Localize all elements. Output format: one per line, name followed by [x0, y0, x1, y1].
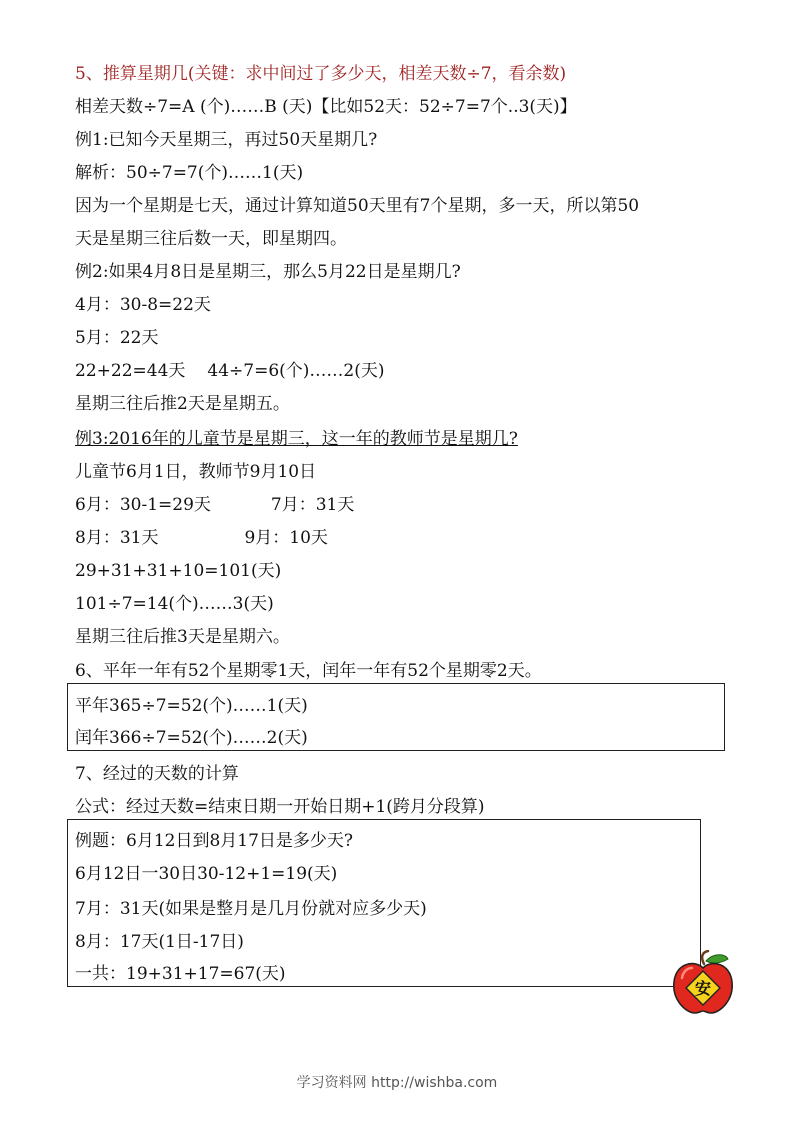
stamp-character: 安	[694, 979, 712, 998]
example-line-2: 7月：31天(如果是整月是几月份就对应多少天)	[75, 899, 427, 919]
example-1-answer: 解析：50÷7=7(个)……1(天)	[75, 163, 304, 183]
section-5-formula: 相差天数÷7=A (个)……B (天)【比如52天：52÷7=7个..3(天)】	[75, 97, 577, 117]
example-question: 例题：6月12日到8月17日是多少天?	[75, 831, 354, 851]
example-2-line-1: 4月：30-8=22天	[75, 295, 211, 315]
example-2-division: 44÷7=6(个)……2(天)	[207, 361, 385, 381]
section-5-title: 5、推算星期几(关键：求中间过了多少天，相差天数÷7，看余数)	[75, 64, 567, 84]
example-3-line-1: 儿童节6月1日，教师节9月10日	[75, 462, 317, 482]
leap-year-line: 闰年366÷7=52(个)……2(天)	[75, 728, 308, 748]
example-line-3: 8月：17天(1日-17日)	[75, 932, 244, 952]
example-1-question: 例1:已知今天星期三，再过50天星期几?	[75, 130, 378, 150]
example-2-sum: 22+22=44天	[75, 361, 186, 381]
example-1-explanation-line-2: 天是星期三往后数一天，即星期四。	[75, 229, 347, 249]
example-total: 一共：19+31+17=67(天)	[75, 964, 286, 984]
section-7-title: 7、经过的天数的计算	[75, 764, 239, 784]
example-2-line-2: 5月：22天	[75, 328, 159, 348]
apple-stamp-icon	[670, 950, 736, 1016]
example-3-line-4: 29+31+31+10=101(天)	[75, 561, 282, 581]
august-days: 8月：31天	[75, 528, 159, 548]
example-3-line-2	[75, 494, 354, 516]
june-days: 6月：30-1=29天	[75, 495, 211, 515]
september-days: 9月：10天	[244, 528, 328, 548]
example-2-conclusion: 星期三往后推2天是星期五。	[75, 394, 290, 414]
example-3-question: 例3:2016年的儿童节是星期三，这一年的教师节是星期几?	[75, 429, 518, 449]
example-3-line-3	[75, 527, 328, 549]
example-2-question: 例2:如果4月8日是星期三，那么5月22日是星期几?	[75, 262, 461, 282]
example-3-conclusion: 星期三往后推3天是星期六。	[75, 627, 290, 647]
example-2-line-3	[75, 360, 385, 382]
common-year-line: 平年365÷7=52(个)……1(天)	[75, 696, 308, 716]
july-days: 7月：31天	[270, 495, 355, 515]
example-1-explanation-line-1: 因为一个星期是七天，通过计算知道50天里有7个星期，多一天，所以第50	[75, 196, 640, 216]
section-7-formula: 公式：经过天数=结束日期一开始日期+1(跨月分段算)	[75, 797, 485, 817]
footer-watermark: 学习资料网 http://wishba.com	[296, 1075, 498, 1091]
section-6-title: 6、平年一年有52个星期零1天，闰年一年有52个星期零2天。	[75, 661, 542, 681]
example-line-1: 6月12日一30日30-12+1=19(天)	[75, 864, 338, 884]
example-3-line-5: 101÷7=14(个)……3(天)	[75, 594, 274, 614]
